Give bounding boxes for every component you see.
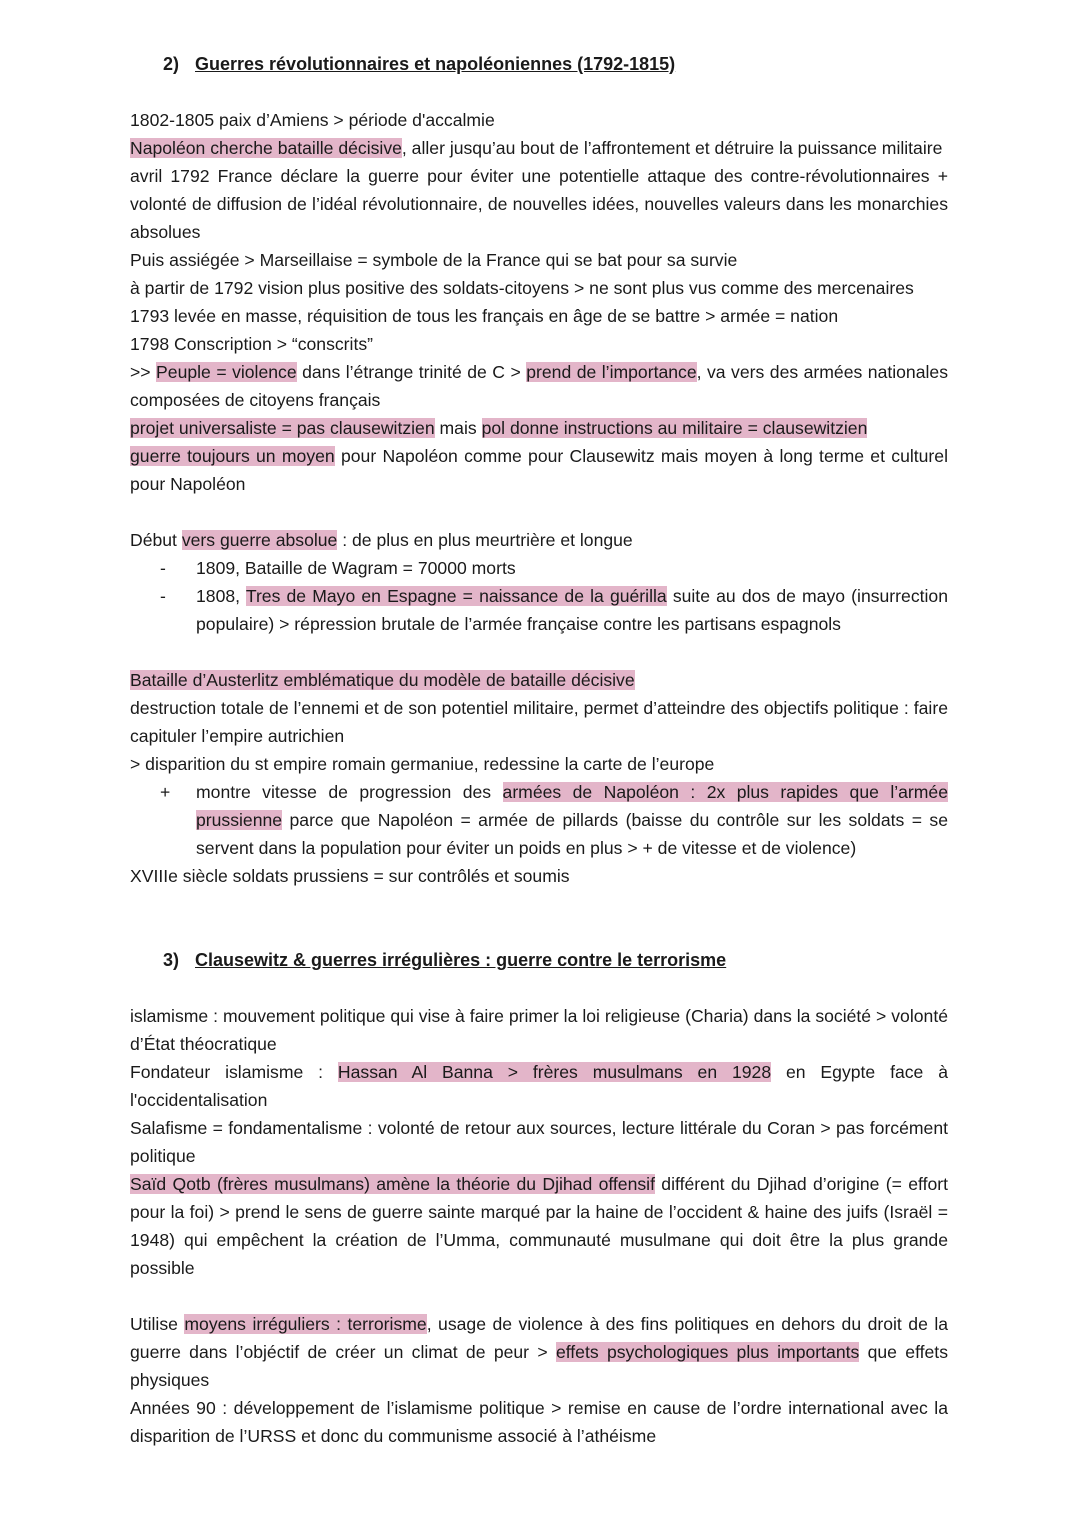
- paragraph-soldats-citoyens: à partir de 1792 vision plus positive des soldats-citoyens > ne sont plus vus comme des mercenaires: [130, 278, 914, 298]
- paragraph-guerre-absolue: [130, 526, 948, 554]
- text-run: , usage de violence à des fins politiques en dehors du droit de la guerre dans l’objéctif de créer un climat de peur >: [130, 1314, 949, 1362]
- text-run: Début: [130, 530, 182, 550]
- highlight: prend de l’importance: [526, 362, 697, 382]
- highlight: armées de Napoléon : 2x plus rapides que l’armée prussienne: [196, 782, 949, 830]
- highlight: Bataille d’Austerlitz emblématique du modèle de bataille décisive: [130, 670, 635, 690]
- text-run: 1808,: [196, 586, 246, 606]
- list-item-wagram: [130, 554, 948, 582]
- highlight: moyens irréguliers : terrorisme: [184, 1314, 427, 1334]
- text-run: mais: [434, 418, 482, 438]
- text-run: montre vitesse de progression des: [196, 782, 503, 802]
- highlight: vers guerre absolue: [181, 530, 338, 550]
- paragraph-avril-1792: avril 1792 France déclare la guerre pour éviter une potentielle attaque des contre-révolutionnaires + volonté de diffusion de l’idéal révolutionnaire, de nouvelles idées, nouvelles valeurs dans les monarchies absolues: [130, 166, 948, 242]
- paragraph-levee-en-masse: 1793 levée en masse, réquisition de tous les français en âge de se battre > armée = nation: [130, 306, 839, 326]
- section-2-number: 2): [163, 54, 180, 74]
- highlight: Hassan Al Banna > frères musulmans en 1928: [337, 1062, 772, 1082]
- highlight: projet universaliste = pas clausewitzien: [130, 418, 435, 438]
- paragraph-bataille-decisive: [130, 134, 948, 162]
- bullet-dash: -: [160, 558, 166, 578]
- paragraph-soldats-prussiens: XVIIIe siècle soldats prussiens = sur contrôlés et soumis: [130, 866, 570, 886]
- highlight: Peuple = violence: [156, 362, 297, 382]
- text-run: suite au dos de mayo (insurrection populaire) > répression brutale de l’armée française contre les partisans espagnols: [196, 586, 948, 634]
- text-run: 1809, Bataille de Wagram = 70000 morts: [196, 558, 516, 578]
- paragraph-salafisme: Salafisme = fondamentalisme : volonté de retour aux sources, lecture littérale du Coran > pas forcément politique: [130, 1118, 948, 1166]
- paragraph-projet-universaliste: [130, 414, 948, 442]
- section-3-heading: [163, 946, 948, 974]
- list-item-vitesse-progression: [130, 778, 948, 862]
- text-run: , aller jusqu’au bout de l’affrontement et détruire la puissance militaire: [401, 138, 943, 158]
- section-2-title: Guerres révolutionnaires et napoléoniennes (1792-1815): [195, 54, 676, 74]
- highlight: guerre toujours un moyen: [130, 446, 335, 466]
- text-run: Utilise: [130, 1314, 185, 1334]
- paragraph-destruction-totale: destruction totale de l’ennemi et de son potentiel militaire, permet d’atteindre des objectifs politique : faire capituler l’empire autrichien: [130, 698, 948, 746]
- text-run: , va vers des armées nationales composées de citoyens français: [130, 362, 948, 410]
- highlight: pol donne instructions au militaire = clausewitzien: [481, 418, 868, 438]
- bullet-plus: +: [160, 782, 171, 802]
- text-run: Fondateur islamisme :: [130, 1062, 338, 1082]
- bullet-dash: -: [160, 586, 166, 606]
- paragraph-austerlitz: [130, 666, 948, 694]
- paragraph-peuple-violence: [130, 358, 948, 414]
- section-3-number: 3): [163, 950, 180, 970]
- paragraph-marseillaise: Puis assiégée > Marseillaise = symbole de la France qui se bat pour sa survie: [130, 250, 738, 270]
- paragraph-annees-90: Années 90 : développement de l’islamisme politique > remise en cause de l’ordre international avec la disparition de l’URSS et donc du communisme associé à l’athéisme: [130, 1398, 948, 1446]
- text-run: >>: [130, 362, 157, 382]
- section-3-title: Clausewitz & guerres irrégulières : guerre contre le terrorisme: [195, 950, 727, 970]
- text-run: parce que Napoléon = armée de pillards (baisse du contrôle sur les soldats = se servent dans la population pour éviter un poids en plus > + de vitesse et de violence): [196, 810, 948, 858]
- text-run: pour Napoléon comme pour Clausewitz mais moyen à long terme et culturel pour Napoléon: [130, 446, 948, 494]
- text-run: en Egypte face à l'occidentalisation: [130, 1062, 948, 1110]
- paragraph-moyens-irreguliers: [130, 1310, 948, 1394]
- list-item-tres-de-mayo: [130, 582, 948, 638]
- text-run: que effets physiques: [130, 1342, 948, 1390]
- paragraph-said-qotb: [130, 1170, 948, 1282]
- paragraph-islamisme: islamisme : mouvement politique qui vise à faire primer la loi religieuse (Charia) dans la société > volonté d’État théocratique: [130, 1006, 948, 1054]
- highlight: effets psychologiques plus importants: [555, 1342, 860, 1362]
- paragraph-guerre-moyen: [130, 442, 948, 498]
- text-run: dans l’étrange trinité de C >: [296, 362, 527, 382]
- paragraph-fondateur: [130, 1058, 948, 1114]
- highlight: Napoléon cherche bataille décisive: [130, 138, 402, 158]
- section-2-heading: [163, 50, 948, 78]
- paragraph-saint-empire: > disparition du st empire romain germaniue, redessine la carte de l’europe: [130, 754, 715, 774]
- paragraph-paix-amiens: 1802-1805 paix d’Amiens > période d'accalmie: [130, 110, 495, 130]
- text-run: : de plus en plus meurtrière et longue: [337, 530, 633, 550]
- paragraph-conscription: 1798 Conscription > “conscrits”: [130, 334, 373, 354]
- text-run: différent du Djihad d’origine (= effort pour la foi) > prend le sens de guerre sainte marqué par la haine de l’occident & haine des juifs (Israël = 1948) qui empêchent la création de l’Umma, communauté musulmane qui doit être la plus grande possible: [130, 1174, 949, 1278]
- document-page: [130, 50, 948, 1450]
- highlight: Saïd Qotb (frères musulmans) amène la théorie du Djihad offensif: [130, 1174, 655, 1194]
- highlight: Tres de Mayo en Espagne = naissance de la guérilla: [245, 586, 667, 606]
